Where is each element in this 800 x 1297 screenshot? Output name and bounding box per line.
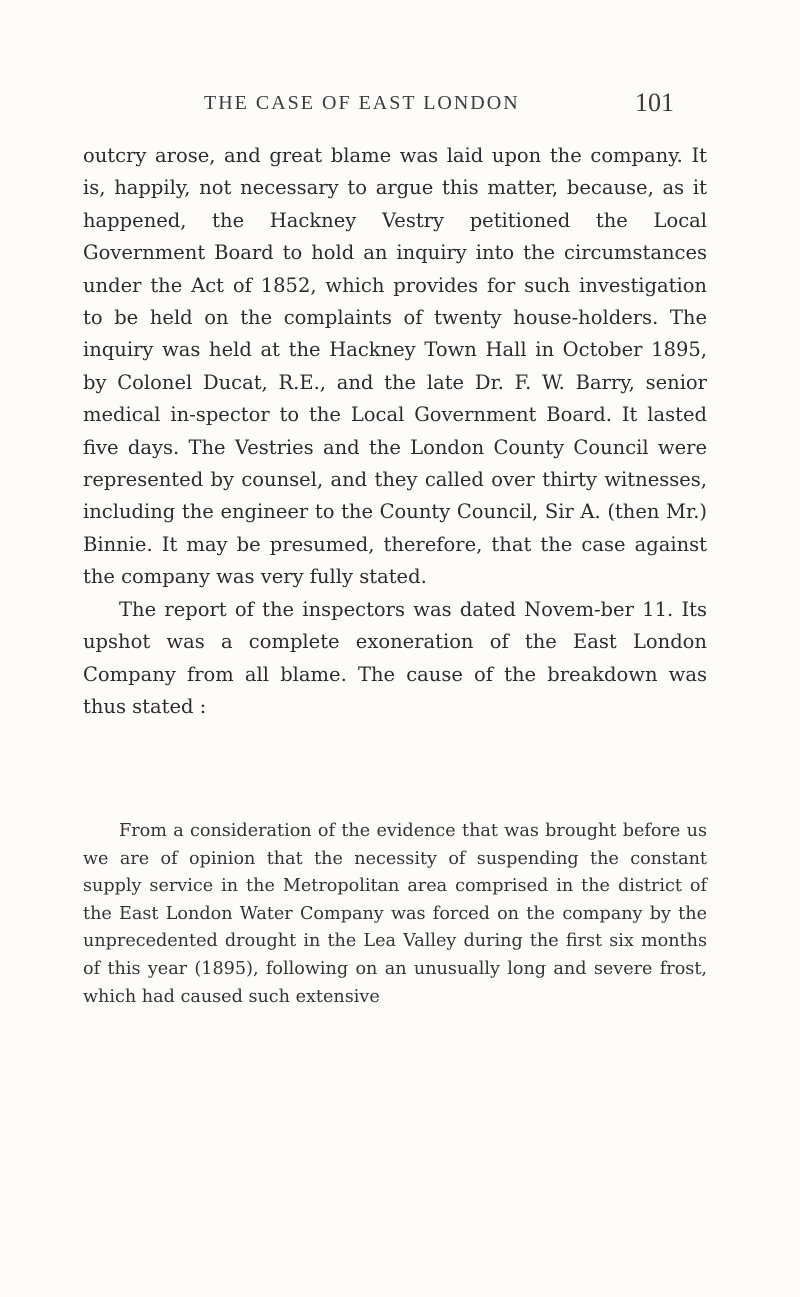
quotation-text: From a consideration of the evidence that was brought before us we are of opinion that the necessity of suspending the constant supply service in the Metropolitan area comprised in the district of the East London Water Company was forced on the company by the unprecedented drought in the Lea Valley during the first six months of this year (1895), following on an unusually long and severe frost, which had caused such extensive xyxy=(83,821,707,1007)
running-head-title: THE CASE OF EAST LONDON xyxy=(204,92,520,114)
page-number: 101 xyxy=(635,88,674,117)
paragraph-report: The report of the inspectors was dated Novem-ber 11. Its upshot was a complete exoneration of the East London Company from all blame. The cause of the breakdown was thus stated : xyxy=(83,597,707,718)
paragraph-continuation: outcry arose, and great blame was laid upon the company. It is, happily, not necessary to argue this matter, because, as it happened, the Hackney Vestry petitioned the Local Government Board to hold an inquiry into the circumstances under the Act of 1852, which provides for such investigation to be held on the complaints of twenty house-holders. The inquiry was held at the Hackney Town Hall in October 1895, by Colonel Ducat, R.E., and the late Dr. F. W. Barry, senior medical in-spector to the Local Government Board. It lasted five days. The Vestries and the London County Council were represented by counsel, and they called over thirty witnesses, including the engineer to the County Council, Sir A. (then Mr.) Binnie. It may be presumed, therefore, that the case against the company was very fully stated. xyxy=(83,144,707,589)
body-text xyxy=(83,140,707,723)
block-quotation xyxy=(83,818,707,1011)
running-head xyxy=(204,88,674,122)
